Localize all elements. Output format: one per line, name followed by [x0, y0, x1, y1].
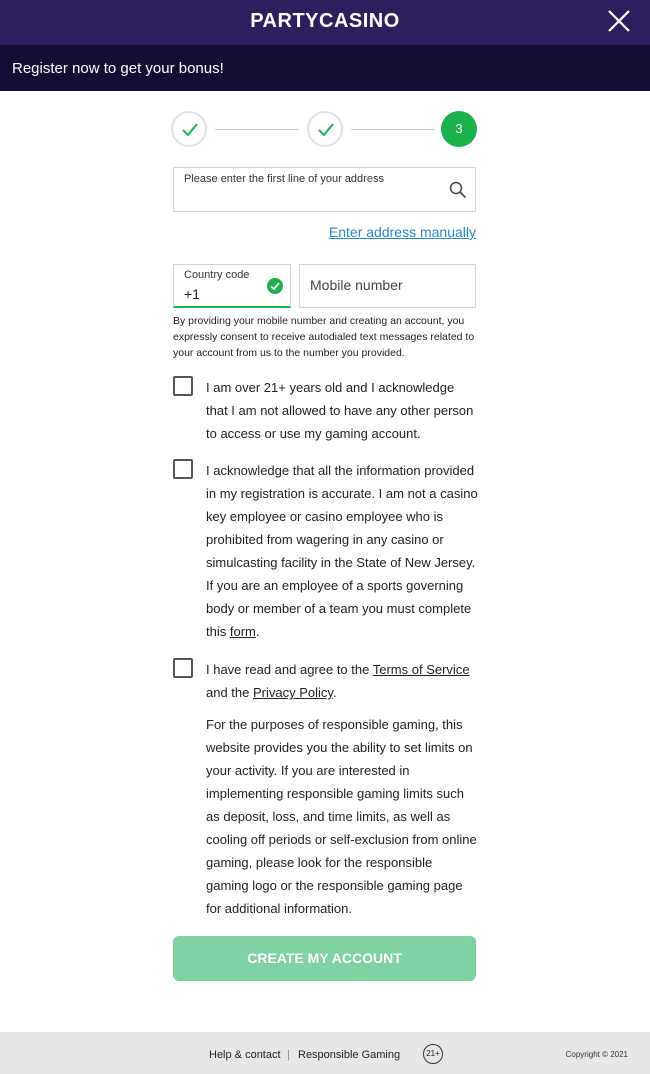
address-field[interactable]	[173, 167, 476, 212]
registration-stepper	[171, 111, 477, 147]
accuracy-consent-body: I acknowledge that all the information provided in my registration is accurate. I am not a casino key employee or casino employee who is prohibited from wagering in any casino or simulcasting facility in the State of New Jersey. If you are an employee of a sports governing body or member of a team you must complete this	[206, 463, 478, 639]
search-icon[interactable]	[449, 181, 467, 199]
step-connector	[215, 129, 299, 130]
country-code-value: +1	[184, 286, 200, 302]
copyright-text: Copyright © 2021	[565, 1050, 628, 1059]
terms-consent-text	[206, 658, 478, 704]
accuracy-consent-end: .	[255, 624, 260, 639]
close-icon	[606, 8, 632, 34]
terms-of-service-link[interactable]: Terms of Service	[372, 662, 470, 677]
help-contact-link[interactable]: Help & contact	[209, 1049, 281, 1061]
close-button[interactable]	[606, 8, 632, 34]
checkmark-icon	[181, 122, 199, 138]
footer-separator: |	[287, 1049, 290, 1061]
responsible-gaming-link[interactable]: Responsible Gaming	[298, 1049, 401, 1061]
country-code-label: Country code	[184, 269, 250, 281]
promo-banner: Register now to get your bonus!	[0, 45, 650, 91]
responsible-gaming-text: For the purposes of responsible gaming, this website provides you the ability to set limits on your activity. If you are interested in implementing responsible gaming limits such as deposit, loss, and time limits, as well as cooling off periods or self-exclusion from online gaming, please look for the responsible gaming logo or the responsible gaming page for additional information.	[206, 717, 477, 916]
brand-logo: PARTYCASINO	[250, 10, 400, 32]
terms-consent-checkbox[interactable]	[173, 658, 193, 678]
top-bar	[0, 0, 650, 45]
valid-check-icon	[266, 277, 284, 295]
checkmark-icon	[317, 122, 335, 138]
mobile-number-field[interactable]	[299, 264, 476, 308]
terms-prefix: I have read and agree to the	[206, 662, 370, 677]
create-account-button[interactable]: CREATE MY ACCOUNT	[173, 936, 476, 981]
step-2-done	[307, 111, 343, 147]
mobile-number-input[interactable]	[310, 277, 465, 293]
terms-middle: and the	[206, 685, 250, 700]
age-consent-text: I am over 21+ years old and I acknowledge that I am not allowed to have any other person to access or use my gaming account.	[206, 380, 474, 441]
terms-end: .	[332, 685, 337, 700]
accuracy-consent-text	[206, 459, 478, 643]
privacy-policy-link[interactable]: Privacy Policy	[253, 685, 333, 700]
step-3-current: 3	[441, 111, 477, 147]
address-input[interactable]	[184, 190, 444, 205]
step-1-done	[171, 111, 207, 147]
form-link[interactable]: form	[229, 624, 256, 639]
accuracy-consent-checkbox[interactable]	[173, 459, 193, 479]
footer	[0, 1032, 650, 1074]
enter-address-manually-link[interactable]: Enter address manually	[328, 224, 476, 240]
sms-consent-text: By providing your mobile number and creating an account, you expressly consent to receive autodialed text messages related to your account from us to the number you provided.	[173, 315, 475, 359]
address-label: Please enter the first line of your address	[184, 173, 384, 185]
step-connector	[351, 129, 435, 130]
age-consent-checkbox[interactable]	[173, 376, 193, 396]
age-21-badge-icon: 21+	[423, 1044, 443, 1064]
country-code-field[interactable]	[173, 264, 291, 308]
